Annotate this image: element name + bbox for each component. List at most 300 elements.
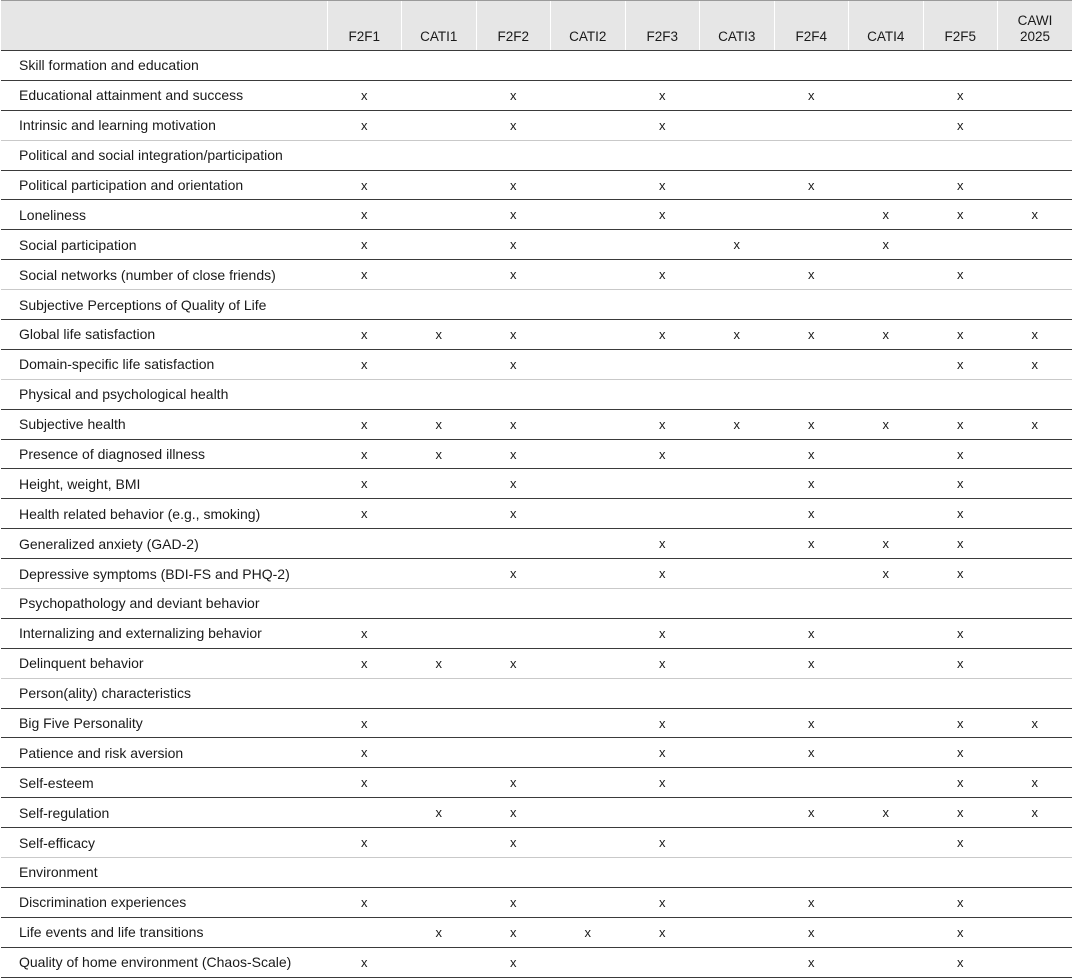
mark-cell: x [774, 499, 849, 529]
row-label: Life events and life transitions [1, 917, 327, 947]
mark-cell: x [774, 529, 849, 559]
section-row [1, 290, 1072, 320]
table-row [1, 349, 1072, 379]
mark-cell: x [327, 170, 402, 200]
header-f2f3: F2F3 [625, 1, 700, 51]
table-row [1, 828, 1072, 858]
section-label: Person(ality) characteristics [1, 678, 1072, 708]
row-label: Loneliness [1, 200, 327, 230]
mark-cell: x [923, 618, 998, 648]
mark-cell [700, 499, 775, 529]
table-body [1, 51, 1072, 978]
mark-cell [700, 260, 775, 290]
mark-cell [402, 230, 477, 260]
mark-cell: x [551, 917, 626, 947]
mark-cell: x [700, 230, 775, 260]
mark-cell: x [625, 828, 700, 858]
mark-cell [476, 529, 551, 559]
mark-cell: x [327, 349, 402, 379]
mark-cell [700, 887, 775, 917]
header-cati1: CATI1 [402, 1, 477, 51]
row-label: Self-regulation [1, 798, 327, 828]
mark-cell: x [923, 260, 998, 290]
mark-cell [849, 768, 924, 798]
mark-cell [700, 798, 775, 828]
mark-cell: x [476, 409, 551, 439]
mark-cell: x [923, 917, 998, 947]
header-cawi-2025 [998, 1, 1073, 51]
mark-cell: x [327, 618, 402, 648]
table-row [1, 499, 1072, 529]
mark-cell [700, 648, 775, 678]
mark-cell [625, 499, 700, 529]
mark-cell [700, 559, 775, 589]
mark-cell: x [327, 110, 402, 140]
mark-cell [849, 349, 924, 379]
table-row [1, 708, 1072, 738]
mark-cell: x [923, 469, 998, 499]
header-cawi-line2: 2025 [1019, 29, 1051, 44]
mark-cell [998, 559, 1073, 589]
mark-cell: x [774, 917, 849, 947]
mark-cell: x [625, 170, 700, 200]
mark-cell [849, 887, 924, 917]
section-row [1, 379, 1072, 409]
mark-cell: x [774, 80, 849, 110]
table-row [1, 768, 1072, 798]
mark-cell [551, 947, 626, 977]
mark-cell: x [476, 260, 551, 290]
mark-cell: x [700, 409, 775, 439]
mark-cell: x [327, 708, 402, 738]
table-row [1, 738, 1072, 768]
mark-cell [625, 349, 700, 379]
mark-cell [998, 260, 1073, 290]
mark-cell [774, 110, 849, 140]
mark-cell [774, 559, 849, 589]
row-label: Height, weight, BMI [1, 469, 327, 499]
mark-cell [551, 200, 626, 230]
header-f2f2: F2F2 [476, 1, 551, 51]
mark-cell [700, 469, 775, 499]
mark-cell [402, 947, 477, 977]
mark-cell: x [402, 320, 477, 350]
mark-cell: x [923, 439, 998, 469]
mark-cell: x [774, 409, 849, 439]
mark-cell: x [998, 349, 1073, 379]
mark-cell [700, 708, 775, 738]
mark-cell [551, 738, 626, 768]
mark-cell: x [849, 798, 924, 828]
mark-cell [625, 798, 700, 828]
mark-cell: x [625, 260, 700, 290]
table-row [1, 648, 1072, 678]
mark-cell: x [327, 828, 402, 858]
mark-cell [551, 409, 626, 439]
mark-cell: x [923, 499, 998, 529]
mark-cell [849, 618, 924, 648]
mark-cell [700, 529, 775, 559]
mark-cell [551, 320, 626, 350]
mark-cell: x [625, 110, 700, 140]
section-row [1, 678, 1072, 708]
mark-cell [700, 738, 775, 768]
row-label: Social networks (number of close friends) [1, 260, 327, 290]
row-label: Quality of home environment (Chaos-Scale) [1, 947, 327, 977]
mark-cell: x [476, 469, 551, 499]
mark-cell [998, 110, 1073, 140]
mark-cell [551, 768, 626, 798]
mark-cell [849, 110, 924, 140]
mark-cell [774, 828, 849, 858]
table-row [1, 110, 1072, 140]
mark-cell: x [923, 798, 998, 828]
mark-cell [849, 947, 924, 977]
mark-cell: x [923, 887, 998, 917]
table-row [1, 917, 1072, 947]
mark-cell: x [923, 947, 998, 977]
mark-cell: x [625, 200, 700, 230]
mark-cell [700, 439, 775, 469]
mark-cell [700, 618, 775, 648]
row-label: Intrinsic and learning motivation [1, 110, 327, 140]
mark-cell [700, 80, 775, 110]
row-label: Generalized anxiety (GAD-2) [1, 529, 327, 559]
mark-cell [551, 559, 626, 589]
mark-cell: x [998, 798, 1073, 828]
mark-cell [998, 499, 1073, 529]
mark-cell [849, 469, 924, 499]
mark-cell [327, 798, 402, 828]
mark-cell [849, 499, 924, 529]
row-label: Delinquent behavior [1, 648, 327, 678]
mark-cell: x [774, 798, 849, 828]
mark-cell [849, 80, 924, 110]
mark-cell: x [327, 200, 402, 230]
mark-cell: x [625, 887, 700, 917]
section-label: Skill formation and education [1, 51, 1072, 81]
mark-cell [402, 110, 477, 140]
mark-cell [402, 200, 477, 230]
mark-cell: x [476, 349, 551, 379]
table-row [1, 559, 1072, 589]
mark-cell [402, 349, 477, 379]
mark-cell: x [923, 349, 998, 379]
mark-cell: x [923, 110, 998, 140]
mark-cell [774, 349, 849, 379]
header-row [1, 1, 1072, 51]
mark-cell [402, 738, 477, 768]
mark-cell: x [476, 648, 551, 678]
row-label: Educational attainment and success [1, 80, 327, 110]
mark-cell: x [327, 499, 402, 529]
mark-cell [774, 768, 849, 798]
mark-cell: x [923, 170, 998, 200]
mark-cell: x [774, 618, 849, 648]
mark-cell [402, 170, 477, 200]
mark-cell [625, 469, 700, 499]
row-label: Global life satisfaction [1, 320, 327, 350]
table-row [1, 230, 1072, 260]
mark-cell: x [476, 170, 551, 200]
mark-cell: x [476, 499, 551, 529]
mark-cell: x [476, 110, 551, 140]
mark-cell: x [327, 320, 402, 350]
mark-cell: x [327, 947, 402, 977]
table-row [1, 529, 1072, 559]
mark-cell: x [476, 917, 551, 947]
mark-cell: x [849, 320, 924, 350]
mark-cell: x [402, 917, 477, 947]
mark-cell [849, 828, 924, 858]
header-cati4: CATI4 [849, 1, 924, 51]
mark-cell [402, 768, 477, 798]
mark-cell: x [327, 439, 402, 469]
mark-cell [551, 648, 626, 678]
table-row [1, 439, 1072, 469]
mark-cell [551, 349, 626, 379]
mark-cell: x [998, 409, 1073, 439]
mark-cell: x [774, 648, 849, 678]
mark-cell [998, 738, 1073, 768]
mark-cell: x [774, 887, 849, 917]
row-label: Presence of diagnosed illness [1, 439, 327, 469]
mark-cell: x [402, 798, 477, 828]
mark-cell [551, 469, 626, 499]
mark-cell [551, 798, 626, 828]
mark-cell: x [625, 648, 700, 678]
mark-cell: x [476, 798, 551, 828]
mark-cell [998, 648, 1073, 678]
mark-cell: x [849, 200, 924, 230]
mark-cell: x [327, 887, 402, 917]
survey-coverage-table [1, 0, 1072, 978]
section-row [1, 140, 1072, 170]
mark-cell: x [998, 708, 1073, 738]
mark-cell [849, 648, 924, 678]
mark-cell [402, 559, 477, 589]
row-label: Patience and risk aversion [1, 738, 327, 768]
mark-cell: x [774, 469, 849, 499]
header-cati3: CATI3 [700, 1, 775, 51]
mark-cell: x [849, 230, 924, 260]
mark-cell [476, 738, 551, 768]
row-label: Discrimination experiences [1, 887, 327, 917]
mark-cell [402, 499, 477, 529]
mark-cell: x [923, 409, 998, 439]
mark-cell [625, 230, 700, 260]
mark-cell: x [625, 439, 700, 469]
header-f2f4: F2F4 [774, 1, 849, 51]
mark-cell: x [476, 320, 551, 350]
mark-cell: x [923, 768, 998, 798]
mark-cell: x [998, 200, 1073, 230]
header-f2f5: F2F5 [923, 1, 998, 51]
mark-cell [849, 917, 924, 947]
mark-cell: x [923, 80, 998, 110]
table-row [1, 170, 1072, 200]
mark-cell [700, 828, 775, 858]
mark-cell [402, 529, 477, 559]
mark-cell: x [402, 439, 477, 469]
mark-cell: x [774, 260, 849, 290]
mark-cell [849, 260, 924, 290]
mark-cell: x [402, 648, 477, 678]
table-row [1, 887, 1072, 917]
mark-cell [476, 618, 551, 648]
mark-cell: x [849, 409, 924, 439]
mark-cell [998, 618, 1073, 648]
mark-cell: x [774, 738, 849, 768]
mark-cell [551, 170, 626, 200]
mark-cell: x [849, 559, 924, 589]
mark-cell [998, 80, 1073, 110]
mark-cell: x [774, 439, 849, 469]
mark-cell: x [625, 559, 700, 589]
table-row [1, 320, 1072, 350]
mark-cell: x [327, 409, 402, 439]
row-label: Political participation and orientation [1, 170, 327, 200]
mark-cell [700, 947, 775, 977]
mark-cell [700, 349, 775, 379]
mark-cell: x [625, 768, 700, 798]
mark-cell [551, 230, 626, 260]
mark-cell: x [327, 738, 402, 768]
mark-cell [327, 559, 402, 589]
mark-cell: x [327, 768, 402, 798]
mark-cell: x [923, 738, 998, 768]
mark-cell [700, 768, 775, 798]
header-cawi-line1: CAWI [1017, 13, 1053, 28]
mark-cell [849, 708, 924, 738]
mark-cell [551, 499, 626, 529]
mark-cell: x [327, 80, 402, 110]
mark-cell [700, 170, 775, 200]
mark-cell: x [998, 768, 1073, 798]
section-label: Physical and psychological health [1, 379, 1072, 409]
mark-cell: x [402, 409, 477, 439]
mark-cell: x [774, 170, 849, 200]
table-row [1, 469, 1072, 499]
mark-cell: x [625, 409, 700, 439]
mark-cell: x [476, 439, 551, 469]
mark-cell: x [476, 947, 551, 977]
table-row [1, 798, 1072, 828]
header-cati2: CATI2 [551, 1, 626, 51]
mark-cell [923, 230, 998, 260]
mark-cell: x [625, 708, 700, 738]
mark-cell: x [700, 320, 775, 350]
mark-cell [402, 618, 477, 648]
mark-cell: x [476, 230, 551, 260]
header-corner-cell [1, 1, 327, 51]
mark-cell: x [625, 618, 700, 648]
mark-cell: x [476, 768, 551, 798]
mark-cell [625, 947, 700, 977]
table-row [1, 409, 1072, 439]
section-row [1, 858, 1072, 888]
header-f2f1: F2F1 [327, 1, 402, 51]
mark-cell [402, 887, 477, 917]
mark-cell: x [774, 708, 849, 738]
row-label: Domain-specific life satisfaction [1, 349, 327, 379]
mark-cell [998, 469, 1073, 499]
mark-cell: x [476, 828, 551, 858]
mark-cell: x [923, 708, 998, 738]
mark-cell [700, 917, 775, 947]
section-label: Subjective Perceptions of Quality of Life [1, 290, 1072, 320]
mark-cell: x [923, 320, 998, 350]
mark-cell [998, 529, 1073, 559]
mark-cell [998, 170, 1073, 200]
mark-cell: x [327, 648, 402, 678]
mark-cell [327, 917, 402, 947]
mark-cell [551, 618, 626, 648]
mark-cell: x [476, 559, 551, 589]
mark-cell: x [476, 200, 551, 230]
mark-cell [402, 260, 477, 290]
mark-cell [476, 708, 551, 738]
mark-cell [700, 110, 775, 140]
section-row [1, 51, 1072, 81]
mark-cell: x [476, 80, 551, 110]
mark-cell [402, 708, 477, 738]
mark-cell: x [625, 917, 700, 947]
section-label: Political and social integration/participation [1, 140, 1072, 170]
mark-cell [998, 917, 1073, 947]
row-label: Big Five Personality [1, 708, 327, 738]
row-label: Subjective health [1, 409, 327, 439]
mark-cell [327, 529, 402, 559]
mark-cell: x [774, 320, 849, 350]
table-row [1, 947, 1072, 977]
table-header [1, 1, 1072, 51]
mark-cell [551, 260, 626, 290]
row-label: Internalizing and externalizing behavior [1, 618, 327, 648]
mark-cell [700, 200, 775, 230]
row-label: Self-esteem [1, 768, 327, 798]
section-label: Psychopathology and deviant behavior [1, 589, 1072, 619]
mark-cell [551, 80, 626, 110]
mark-cell: x [625, 320, 700, 350]
mark-cell: x [327, 230, 402, 260]
mark-cell: x [625, 738, 700, 768]
mark-cell [849, 738, 924, 768]
section-label: Environment [1, 858, 1072, 888]
mark-cell [998, 828, 1073, 858]
mark-cell: x [923, 828, 998, 858]
mark-cell: x [923, 200, 998, 230]
mark-cell [551, 439, 626, 469]
table-row [1, 618, 1072, 648]
section-row [1, 589, 1072, 619]
mark-cell: x [849, 529, 924, 559]
row-label: Self-efficacy [1, 828, 327, 858]
row-label: Depressive symptoms (BDI-FS and PHQ-2) [1, 559, 327, 589]
mark-cell: x [774, 947, 849, 977]
table-row [1, 200, 1072, 230]
mark-cell [998, 439, 1073, 469]
mark-cell [551, 110, 626, 140]
mark-cell [402, 80, 477, 110]
table-row [1, 80, 1072, 110]
mark-cell: x [327, 260, 402, 290]
mark-cell: x [327, 469, 402, 499]
mark-cell: x [476, 887, 551, 917]
mark-cell: x [923, 559, 998, 589]
mark-cell [551, 529, 626, 559]
mark-cell [774, 200, 849, 230]
